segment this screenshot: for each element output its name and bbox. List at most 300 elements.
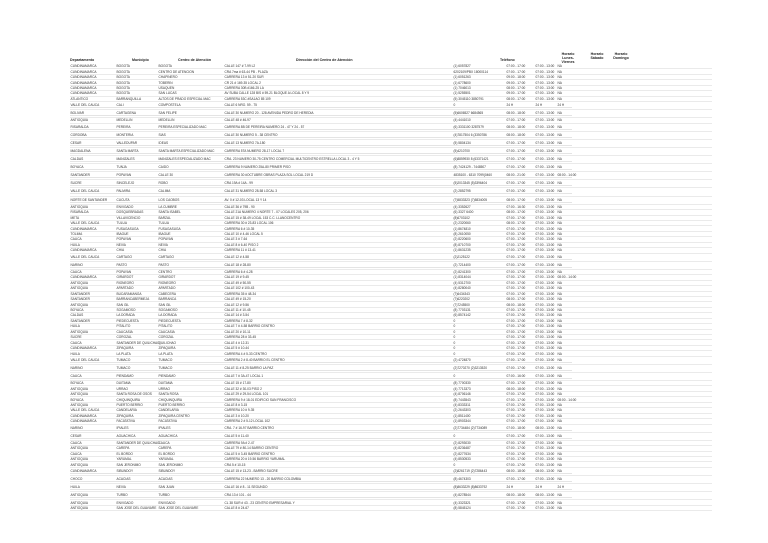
cell-horario-sab: 07:00 - 13:00 [535, 457, 555, 462]
cell-telefono: (2) 8277634 [453, 451, 471, 456]
cell-departamento: SANTANDER [70, 318, 90, 323]
cell-horario-sab: 07:00 - 13:00 [535, 434, 557, 439]
table-row [70, 132, 712, 140]
cell-direccion: CARRERA 6 # 4-28 [224, 269, 253, 274]
cell-direccion: CALLE 30 NUMERO 20 - 128 AVENIDA PEDRO DE HEREDIA [224, 111, 453, 116]
cell-telefono: (8)8633229 (8)8633792 [453, 485, 506, 490]
cell-telefono: 6202109/PBX 18000114 [453, 69, 489, 74]
cell-municipio: SAN JOSE DEL GUAVIARE [116, 505, 157, 510]
cell-departamento: CUNDINAMARCA [70, 346, 97, 351]
cell-horario-sab: 07:00 - 13:00 [535, 255, 557, 260]
cell-direccion: CALLE 16 # 8 - 11 SEGUNDO [224, 485, 453, 490]
cell-municipio: BOGOTA [116, 91, 130, 96]
cell-centro: POPAYAN [158, 237, 174, 242]
cell-municipio: PASTO [116, 263, 158, 268]
cell-telefono: (2) 2320060 [453, 221, 471, 226]
cell-horario-dom: NA [557, 477, 572, 482]
cell-horario-sab: 07:00 - 13:00 [535, 318, 555, 323]
cell-horario-sab: 07:00 - 13:00 [535, 403, 555, 407]
cell-telefono: (4) 8280040 [453, 286, 471, 291]
cell-municipio: CUCUTA [116, 198, 158, 203]
table-row [70, 262, 712, 270]
cell-municipio: PIENDAMO [116, 374, 158, 379]
cell-centro: CHIQUINQUIRA [158, 397, 183, 402]
cell-horario-dom: NA [557, 80, 562, 85]
cell-centro: SANTA ROSA [158, 392, 179, 397]
cell-horario-sab: 07:00 - 13:00 [535, 210, 555, 215]
cell-horario-dom: NA [557, 118, 562, 123]
cell-centro: QUILICHAO [158, 340, 177, 345]
cell-horario-lv: 07:00 - 17:00 [506, 392, 526, 397]
cell-municipio: SANTA ROSA DE OSOS [116, 392, 152, 397]
cell-horario-sab: 07:00 - 13:00 [535, 381, 555, 386]
cell-direccion: CALLE 11 # 8-25 BARRIO LA PAZ [224, 366, 453, 371]
cell-horario-dom: NA [557, 335, 562, 340]
cell-municipio: SIBUNDOY [116, 469, 158, 474]
cell-horario-dom: NA [557, 125, 572, 130]
cell-horario-lv: 07:00 - 17:00 [506, 358, 535, 363]
cell-direccion: CALLE 32 # 30-03 PISO 2 [224, 386, 262, 391]
header-horario-dom: Horario Domingo [613, 52, 629, 60]
cell-horario-lv: 07:00 - 17:00 [506, 291, 526, 296]
cell-departamento: SUCRE [70, 181, 116, 186]
cell-telefono: (8) 8710700 [453, 242, 471, 247]
cell-departamento: CUNDINAMARCA [70, 64, 97, 69]
cell-municipio: COROZAL [116, 335, 132, 340]
cell-horario-dom: NA [557, 308, 562, 313]
cell-horario-sab: 07:00 - 13:00 [535, 358, 557, 363]
cell-direccion: CARRERA 28 # 33-45 [224, 335, 257, 340]
cell-direccion: CALLE 14 # 3-54 [224, 313, 249, 318]
cell-horario-dom: 08:00 - 14:00 [557, 397, 577, 402]
cell-horario-lv: 07:00 - 17:00 [506, 451, 526, 456]
cell-telefono: (5)4210700 [453, 149, 506, 154]
cell-telefono: (1) 7046013 [453, 85, 471, 90]
cell-departamento: CUNDINAMARCA [70, 80, 97, 85]
cell-telefono: (5) 5804134 [453, 141, 506, 146]
cell-centro: CENTRO [158, 269, 172, 274]
cell-horario-lv: 07:00 - 17:00 [506, 242, 526, 247]
cell-horario-dom: 08:00 - 14:00 [557, 173, 577, 178]
cell-horario-lv: 07:00 - 17:00 [506, 397, 526, 402]
cell-centro: DUITAMA [158, 381, 173, 386]
cell-centro: CAUCASIA [158, 329, 175, 334]
cell-departamento: MAGDALENA [70, 149, 116, 154]
cell-direccion: CALLE 6 NRO. 59 - 75 [224, 103, 453, 108]
cell-horario-sab: 08:00 - 13:00 [535, 469, 557, 474]
cell-horario-dom: NA [557, 64, 562, 69]
cell-centro: IPIALES [158, 426, 224, 431]
cell-municipio: PITALITO [116, 324, 131, 329]
cell-municipio: CAREPA [116, 446, 130, 451]
table-row [70, 484, 712, 492]
cell-horario-dom: NA [557, 85, 562, 90]
cell-direccion: CALLE 18 # 28-80 [224, 263, 453, 268]
cell-telefono: 0 [453, 374, 506, 379]
cell-horario-dom: NA [557, 255, 572, 260]
cell-horario-sab: 07:00 - 13:00 [535, 189, 557, 194]
cell-telefono: (1) 8903344 [453, 419, 471, 424]
cell-direccion: CALLE 29 # 29-54 LOCAL 101 [224, 392, 269, 397]
cell-centro: ROBO [158, 181, 224, 186]
cell-horario-lv: 07:00 - 17:00 [506, 457, 526, 462]
cell-centro: CALLE 30 [158, 173, 224, 178]
cell-horario-lv: 07:00 - 17:00 [506, 318, 526, 323]
cell-municipio: FACATATIVA [116, 419, 136, 424]
cell-direccion: CALLE 5 # 11-40 [224, 434, 453, 439]
cell-centro: URRAO [158, 386, 171, 391]
cell-horario-lv: 07:00 - 17:00 [506, 280, 526, 285]
cell-departamento: HUILA [70, 324, 80, 329]
cell-horario-sab: 07:00 - 13:00 [535, 125, 557, 130]
cell-horario-lv: 07:00 - 17:00 [506, 329, 526, 334]
cell-municipio: BOGOTA [116, 85, 130, 90]
cell-telefono: (6) 8574142 [453, 313, 471, 318]
cell-horario-sab: 07:00 - 13:00 [535, 419, 555, 424]
cell-horario-sab: 07:00 - 13:00 [535, 198, 557, 203]
cell-centro: FACATATIVA [158, 419, 178, 424]
cell-centro: GIRARDOT [158, 275, 176, 280]
cell-municipio: DOSQUEBRADAS [116, 210, 144, 215]
cell-departamento: VALLE DEL CAUCA [70, 358, 116, 363]
cell-municipio: LA DORADA [116, 313, 135, 318]
cell-horario-lv: 08:00 - 17:00 [506, 198, 535, 203]
cell-horario-dom: NA [557, 141, 572, 146]
cell-horario-sab: 07:00 - 13:00 [535, 263, 557, 268]
cell-telefono: 0 [453, 340, 456, 345]
cell-direccion: CALLE 21A NUMERO 4 NORTE 7 - 07 LOCALES 205, 206 [224, 210, 309, 215]
cell-horario-dom: NA [557, 440, 562, 445]
cell-horario-sab: 07:00 - 13:00 [535, 366, 557, 371]
cell-departamento: ATLANTICO [70, 96, 89, 101]
cell-direccion: CRA. 7 # 16-97 BARRIO CENTRO [224, 426, 453, 431]
cell-centro: SANTA ISABEL [158, 210, 181, 215]
table-row [70, 110, 712, 118]
cell-municipio: BOGOTA [116, 69, 130, 74]
cell-telefono: (5) 3045110 3850791 [453, 96, 484, 101]
cell-telefono: (2) 8293030 [453, 440, 471, 445]
cell-centro: TOBERIN [158, 80, 173, 85]
cell-horario-dom: NA [557, 181, 572, 186]
cell-municipio: POPAYAN [116, 269, 132, 274]
cell-departamento: CALDAS [70, 157, 116, 162]
cell-horario-lv: 07:00 - 17:00 [506, 324, 526, 329]
cell-departamento: BOYACA [70, 165, 116, 170]
cell-departamento: CUNDINAMARCA [70, 69, 97, 74]
cell-departamento: CAUCA [70, 451, 82, 456]
cell-horario-sab: 07:00 - 13:00 [535, 221, 555, 226]
cell-horario-lv: 08:00 - 17:00 [506, 221, 526, 226]
cell-direccion: AV SUBA CALLE 128 BIS # 59-21 BLOQUE A LOCAL 8 Y 9 [224, 91, 310, 96]
cell-horario-dom: NA [557, 313, 562, 318]
cell-horario-dom: NA [557, 69, 562, 74]
cell-horario-dom: NA [557, 149, 572, 154]
cell-horario-dom: NA [557, 340, 562, 345]
cell-municipio: GIRARDOT [116, 275, 134, 280]
cell-horario-sab: 07:00 - 13:00 [535, 248, 555, 253]
cell-direccion: CALLE 49 # 50-55 [224, 280, 251, 285]
cell-departamento: ANTIOQUIA [70, 457, 89, 462]
table-row [70, 172, 712, 180]
cell-horario-lv: 07:00 - 17:00 [506, 226, 526, 231]
cell-centro: YARUMAL [158, 457, 174, 462]
cell-telefono: (4) 8333311 [453, 403, 471, 407]
cell-departamento: CESAR [70, 434, 116, 439]
cell-telefono: (6) 3327 6400 [453, 210, 474, 215]
cell-horario-sab: 07:00 - 13:00 [535, 165, 557, 170]
cell-horario-dom: NA [557, 392, 562, 397]
cell-centro: LOS CAOBOS [158, 198, 224, 203]
cell-horario-lv: 07:00 - 17:00 [506, 237, 526, 242]
cell-municipio: ACACIAS [116, 477, 158, 482]
cell-horario-sab: 07:00 - 13:00 [535, 505, 555, 510]
cell-municipio: RIONEGRO [116, 280, 134, 285]
cell-centro: PIENDAMO [158, 374, 224, 379]
cell-horario-dom: NA [557, 386, 562, 391]
cell-municipio: ENVIGADO [116, 500, 134, 505]
cell-horario-sab: 07:00 - 13:00 [535, 397, 555, 402]
cell-departamento: CUNDINAMARCA [70, 75, 97, 80]
cell-direccion: CL 38 SUR # 43 - 23 CENTRO EMPRESARIAL Y [224, 500, 295, 505]
cell-centro: SAN JUAN [158, 485, 224, 490]
cell-direccion: CARRERA 9A # 2-47 [224, 440, 255, 445]
cell-horario-lv: 08:00 - 17:00 [506, 297, 526, 302]
cell-municipio: VILLAVICENCIO [116, 215, 141, 220]
cell-direccion: CARRERA 30B #166-25 LA [224, 85, 264, 90]
cell-municipio: MEDELLIN [116, 118, 133, 123]
cell-horario-dom: NA [557, 157, 572, 162]
cell-centro: TUMACO [158, 358, 224, 363]
cell-departamento: SUCRE [70, 335, 82, 340]
cell-centro: CALIMA [158, 189, 224, 194]
cell-horario-lv: 07:00 - 17:00 [506, 446, 526, 451]
cell-departamento: ANTIOQUIA [70, 280, 89, 285]
cell-horario-lv: 07:00 - 17:00 [506, 215, 526, 220]
cell-centro: BARRANCA [158, 297, 177, 302]
cell-centro: BARZAL [158, 215, 171, 220]
cell-telefono: (8) 7703131 [453, 308, 471, 313]
cell-horario-sab: 07:00 - 13:00 [535, 286, 555, 291]
cell-centro: LA PLATA [158, 351, 173, 356]
cell-telefono: (4) 8706146 [453, 392, 471, 397]
cell-telefono: (4) 8530533 [453, 457, 471, 462]
cell-horario-lv: 07:00 - 16:00 [506, 374, 535, 379]
cell-departamento: CUNDINAMARCA [70, 248, 97, 253]
cell-departamento: ANTIOQUIA [70, 329, 89, 334]
cell-direccion: CALLE 12 # 4-58 [224, 255, 453, 260]
cell-telefono: (1) 8631235 [453, 248, 471, 253]
cell-horario-lv: 08:00 - 21:00 [506, 173, 535, 178]
cell-horario-lv: 07:00 - 18:00 [506, 426, 535, 431]
cell-departamento: CUNDINAMARCA [70, 413, 97, 418]
cell-horario-lv: 07:00 - 17:00 [506, 505, 526, 510]
cell-horario-lv: 09:00 - 17:00 [506, 91, 526, 96]
cell-horario-dom: NA [557, 403, 562, 407]
cell-centro: CANDELARIA [158, 408, 179, 413]
cell-departamento: VALLE DEL CAUCA [70, 408, 100, 413]
cell-direccion: CALLE 5 # 10-44 [224, 346, 249, 351]
cell-centro: CAIDO [158, 165, 224, 170]
table-row [70, 492, 712, 500]
cell-horario-sab: 07:00 - 13:00 [535, 275, 555, 280]
cell-municipio: SAN JERONIMO [116, 462, 141, 467]
cell-horario-sab: 07:00 - 13:00 [535, 157, 557, 162]
cell-horario-lv: 24 H [506, 103, 535, 108]
cell-horario-lv: 24 H [506, 485, 535, 490]
cell-horario-sab: 07:00 - 13:00 [535, 440, 555, 445]
cell-municipio: CHIA [116, 248, 125, 253]
cell-horario-lv: 07:00 - 17:00 [506, 255, 535, 260]
cell-departamento: HUILA [70, 242, 80, 247]
cell-telefono: (1) 8314044 [453, 275, 471, 280]
cell-municipio: VALLEDUPAR [116, 141, 158, 146]
cell-centro: AGUACHICA [158, 434, 224, 439]
cell-telefono: 0 [453, 335, 456, 340]
cell-horario-lv: 08:00 - 18:00 [506, 469, 535, 474]
cell-horario-sab: 07:00 - 13:00 [535, 96, 555, 101]
cell-direccion: CALLE 8 # 6-40 PISO 2 [224, 242, 259, 247]
cell-municipio: IPIALES [116, 426, 158, 431]
cell-telefono: 0 [453, 351, 456, 356]
cell-direccion: CALLE 31 NUMERO 28-58 LOCAL 3 [224, 189, 453, 194]
cell-horario-sab: 24 H [535, 485, 557, 490]
cell-municipio: TUMACO [116, 366, 158, 371]
cell-departamento: ANTIOQUIA [70, 204, 89, 209]
cell-horario-dom: NA [557, 426, 572, 431]
cell-horario-dom: NA [557, 366, 572, 371]
cell-horario-sab: 24 H [535, 103, 557, 108]
cell-direccion: CALLE 10 # 4-46 LOCAL 5 [224, 232, 263, 237]
cell-horario-sab: 07:00 - 13:00 [535, 215, 555, 220]
cell-municipio: APARTADO [116, 286, 134, 291]
cell-municipio: BOGOTA [116, 75, 130, 80]
cell-departamento: CUNDINAMARCA [70, 226, 97, 231]
cell-telefono: (2)7270270 (2)3213520 [453, 366, 506, 371]
cell-horario-dom: NA [557, 505, 562, 510]
cell-direccion: CALLE 7 # 3A-47 LOCAL 1 [224, 374, 453, 379]
cell-departamento: ANTIOQUIA [70, 493, 116, 498]
cell-municipio: ENVIGADO [116, 204, 134, 209]
cell-municipio: TURBO [116, 493, 158, 498]
cell-municipio: AGUACHICA [116, 434, 158, 439]
cell-horario-lv: 08:00 - 17:00 [506, 96, 526, 101]
cell-centro: ZIPAQUIRA CENTRO [158, 413, 190, 418]
cell-horario-lv: 07:00 - 17:00 [506, 275, 526, 280]
cell-direccion: CRA. 23 NUMERO 30-75 CENTRO COMERCIAL MULTICENTRO ESTRELLA LOCAL 3 - 4 Y 5 [224, 157, 453, 162]
cell-centro: CHIA [158, 248, 167, 253]
cell-horario-dom: NA [557, 237, 562, 242]
cell-municipio: SANTANDER DE QUILICHAO [116, 340, 160, 345]
header-horario-lv: Horario Lunes-Viernes [561, 52, 575, 64]
cell-horario-sab: 07:00 - 13:00 [535, 242, 555, 247]
cell-horario-lv: 07:00 - 17:00 [506, 340, 526, 345]
cell-municipio: CARTAGO [116, 255, 158, 260]
cell-centro: TULUA [158, 221, 169, 226]
cell-departamento: CESAR [70, 141, 116, 146]
table-row [70, 506, 712, 511]
cell-horario-sab: 07:00 - 13:00 [535, 75, 555, 80]
cell-municipio: LA PLATA [116, 351, 131, 356]
cell-telefono: (7)5833323 (7)5834005 [453, 198, 506, 203]
cell-horario-dom: 24 H [557, 103, 572, 108]
cell-horario-lv: 07:00 - 17:00 [506, 165, 535, 170]
cell-horario-lv: 08:00 - 18:00 [506, 111, 535, 116]
cell-horario-sab: 07:00 - 13:00 [535, 64, 555, 69]
cell-horario-sab: 07:00 - 13:00 [535, 204, 555, 209]
cell-horario-lv: 07:00 - 17:00 [506, 434, 535, 439]
cell-horario-dom: NA [557, 413, 562, 418]
cell-direccion: CALLE 30 NUMERO 5 - 38 CENTRO [224, 133, 453, 138]
cell-telefono: (2) 2643303 [453, 408, 471, 413]
cell-direccion: CARRERA 7 # 8-32 [224, 318, 253, 323]
cell-horario-sab: 07:00 - 13:00 [535, 280, 555, 285]
cell-horario-lv: 07:00 - 17:00 [506, 366, 535, 371]
cell-centro: CHAPINERO [158, 75, 178, 80]
table-row [70, 254, 712, 262]
cell-horario-dom: NA [557, 269, 562, 274]
cell-direccion: CARRERA 10 # 9-35 [224, 408, 255, 413]
cell-municipio: ZIPAQUIRA [116, 413, 134, 418]
cell-departamento: RISARALDA [70, 210, 89, 215]
cell-horario-lv: 08:00 - 18:00 [506, 133, 535, 138]
cell-municipio: SOGAMOSO [116, 308, 136, 313]
table-row [70, 476, 712, 484]
cell-horario-lv: 07:00 - 17:00 [506, 157, 535, 162]
cell-horario-dom: NA [557, 111, 572, 116]
cell-horario-sab: 07:00 - 13:00 [535, 340, 555, 345]
cell-telefono: (1) 8674810 [453, 226, 471, 231]
cell-horario-lv: 08:00 - 18:00 [506, 493, 535, 498]
cell-horario-dom: NA [557, 446, 562, 451]
cell-direccion: CARRERA 30 #OCTUBRE OBRAS PLAZA SOL LOCAL 219 D [224, 173, 453, 178]
cell-telefono: 0 [453, 318, 456, 323]
cell-centro: RIONEGRO [158, 280, 176, 285]
cell-horario-lv: 07:00 - 17:00 [506, 346, 526, 351]
cell-direccion: CR 21 # 169-35 LOCAL 2 [224, 80, 261, 85]
cell-centro: MANIZALES ESPECIALIZADO MAC [158, 157, 224, 162]
cell-departamento: VALLE DEL CAUCA [70, 221, 100, 226]
cell-direccion: CALLE 13 NUMERO 7A-180 [224, 141, 453, 146]
cell-centro: SAN JERONIMO [158, 462, 183, 467]
cell-horario-dom: NA [557, 226, 562, 231]
table-row [70, 148, 712, 156]
cell-telefono: (6) 3331100 3287579 [453, 125, 506, 130]
cell-horario-dom: NA [557, 91, 562, 96]
header-telefono: Teléfono [500, 58, 515, 62]
cell-departamento: ANTIOQUIA [70, 403, 89, 407]
cell-departamento: NARINO [70, 426, 116, 431]
cell-direccion: CARRERA 8B DE PEREIRA NUMERO 24 - 47 Y 24 - 57 [224, 125, 453, 130]
cell-horario-lv: 07:00 - 17:00 [506, 413, 526, 418]
cell-municipio: BUCARAMANGA [116, 291, 142, 296]
cell-centro: SAN FELIPE [158, 111, 224, 116]
cell-municipio: EL BORDO [116, 451, 133, 456]
cell-departamento: SANTANDER [70, 297, 90, 302]
cell-horario-sab: 07:00 - 13:00 [535, 80, 555, 85]
cell-horario-dom: NA [557, 204, 562, 209]
cell-horario-dom: NA [557, 291, 562, 296]
cell-municipio: CANDELARIA [116, 408, 137, 413]
cell-direccion: CALLE 20 # 10-11 [224, 329, 251, 334]
cell-horario-sab: 07:00 - 13:00 [535, 313, 555, 318]
cell-centro: SIAS [158, 133, 224, 138]
table-row [70, 156, 712, 164]
cell-departamento: SANTANDER [70, 291, 90, 296]
header-departamento: Departamento [70, 58, 95, 62]
cell-centro: CARTAGO [158, 255, 224, 260]
cell-horario-dom: NA [557, 318, 562, 323]
cell-centro: CAUCA [158, 440, 170, 445]
